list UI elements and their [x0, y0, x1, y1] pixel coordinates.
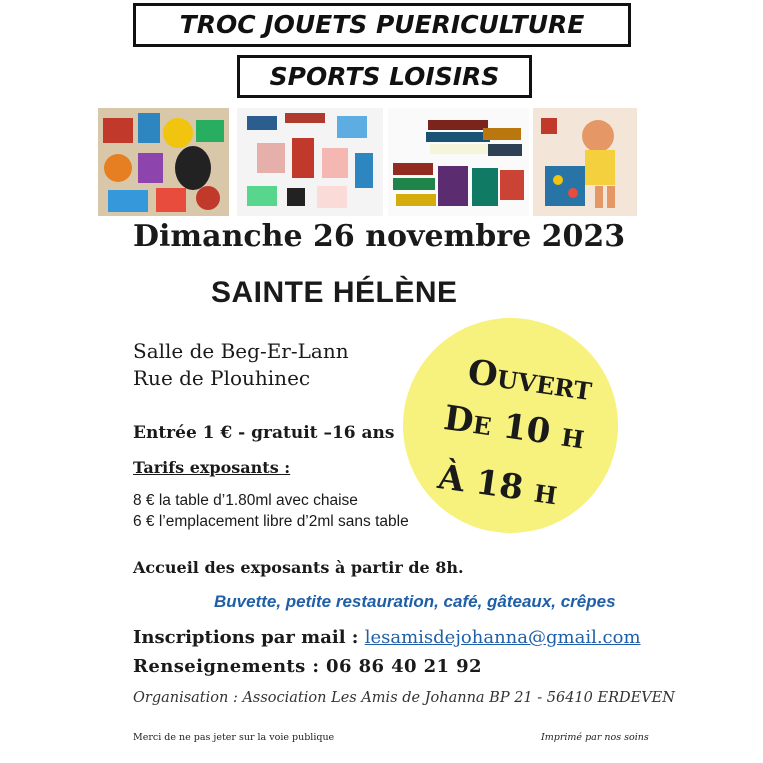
info-phone: Renseignements : 06 86 40 21 92 — [133, 656, 482, 677]
tarif-table: 8 € la table d’1.80ml avec chaise — [133, 492, 358, 509]
registration-line — [133, 627, 641, 648]
entry-price: Entrée 1 € - gratuit –16 ans — [133, 423, 395, 443]
toys-pile-photo — [98, 108, 229, 216]
venue-address — [133, 338, 349, 392]
footer-note-right: Imprimé par nos soins — [541, 732, 649, 743]
event-city: SAINTE HÉLÈNE — [211, 276, 458, 309]
hours-line1: Ouvert — [465, 352, 595, 409]
hours-line3: À 18 h — [435, 457, 560, 514]
footer-note-left: Merci de ne pas jeter sur la voie publique — [133, 732, 335, 743]
venue-line1: Salle de Beg-Er-Lann — [133, 339, 349, 363]
tarifs-heading: Tarifs exposants : — [133, 458, 291, 477]
registration-label: Inscriptions par mail : — [133, 627, 365, 648]
clothes-photo — [237, 108, 383, 216]
refreshments-line: Buvette, petite restauration, café, gâteaux, crêpes — [214, 592, 616, 611]
organiser-line: Organisation : Association Les Amis de Johanna BP 21 - 56410 ERDEVEN — [133, 690, 675, 706]
flyer-title-line2: SPORTS LOISIRS — [237, 55, 532, 98]
hours-line2: De 10 h — [441, 398, 588, 458]
exhibitor-arrival: Accueil des exposants à partir de 8h. — [133, 558, 464, 577]
registration-email-link[interactable]: lesamisdejohanna@gmail.com — [364, 627, 641, 648]
books-photo — [388, 108, 529, 216]
venue-line2: Rue de Plouhinec — [133, 366, 311, 390]
event-date: Dimanche 26 novembre 2023 — [133, 219, 626, 254]
flyer-title-line1: TROC JOUETS PUERICULTURE — [133, 3, 631, 47]
tarif-emplacement: 6 € l’emplacement libre d’2ml sans table — [133, 513, 409, 530]
child-playing-photo — [533, 108, 637, 216]
